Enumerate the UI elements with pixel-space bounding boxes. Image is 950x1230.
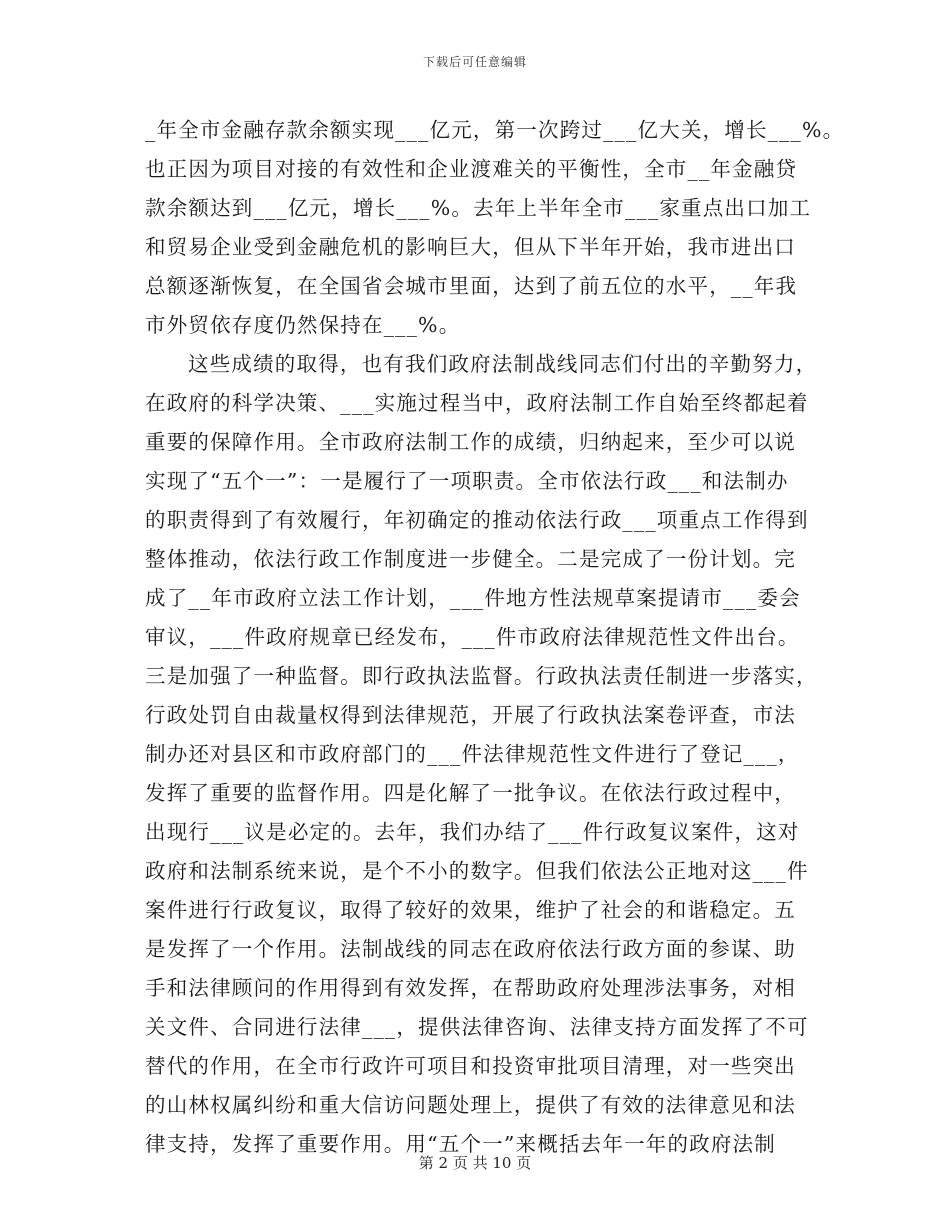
text-line: 的职责得到了有效履行，年初确定的推动依法行政___项重点工作得到: [145, 508, 809, 532]
text-line: 实现了“五个一”：一是履行了一项职责。全市依法行政___和法制办: [145, 469, 789, 493]
text-line: 市外贸依存度仍然保持在___%。: [145, 313, 461, 337]
text-line: 手和法律顾问的作用得到有效发挥，在帮助政府处理涉法事务，对相: [145, 976, 796, 1000]
text-line: 款余额达到___亿元，增长___%。去年上半年全市___家重点出口加工: [145, 196, 812, 220]
text-line: 出现行___议是必定的。去年，我们办结了___件行政复议案件，这对: [145, 820, 800, 844]
text-line: 三是加强了一种监督。即行政执法监督。行政执法责任制进一步落实，: [145, 664, 818, 688]
paragraph-start-line: 这些成绩的取得，也有我们政府法制战线同志们付出的辛勤努力，: [188, 352, 818, 376]
text-line: 关文件、合同进行法律___，提供法律咨询、法律支持方面发挥了不可: [145, 1015, 809, 1039]
text-line: 在政府的科学决策、___实施过程当中，政府法制工作自始至终都起着: [145, 391, 809, 415]
text-line: 的山林权属纠纷和重大信访问题处理上，提供了有效的法律意见和法: [145, 1093, 796, 1117]
text-line: 行政处罚自由裁量权得到法律规范，开展了行政执法案卷评查，市法: [145, 703, 796, 727]
page-header: 下载后可任意编辑: [422, 55, 527, 69]
page-footer: 第 2 页 共 10 页: [418, 1154, 532, 1172]
text-line: 案件进行行政复议，取得了较好的效果，维护了社会的和谐稳定。五: [145, 898, 796, 922]
text-line: 和贸易企业受到金融危机的影响巨大，但从下半年开始，我市进出口: [145, 235, 796, 259]
text-line: 律支持，发挥了重要作用。用“五个一”来概括去年一年的政府法制: [145, 1132, 776, 1156]
text-line: _年全市金融存款余额实现___亿元，第一次跨过___亿大关，增长___%。: [145, 118, 845, 142]
text-line: 发挥了重要的监督作用。四是化解了一批争议。在依法行政过程中，: [145, 781, 796, 805]
text-line: 重要的保障作用。全市政府法制工作的成绩，归纳起来，至少可以说: [145, 430, 796, 454]
text-line: 总额逐渐恢复，在全国省会城市里面，达到了前五位的水平，__年我: [145, 274, 798, 298]
text-line: 审议，___件政府规章已经发布，___件市政府法律规范性文件出台。: [145, 625, 800, 649]
text-line: 是发挥了一个作用。法制战线的同志在政府依法行政方面的参谋、助: [145, 937, 796, 961]
text-line: 制办还对县区和市政府部门的___件法律规范性文件进行了登记___，: [145, 742, 800, 766]
body-text: [145, 111, 845, 1164]
text-line: 也正因为项目对接的有效性和企业渡难关的平衡性，全市__年金融贷: [145, 157, 798, 181]
text-line: 成了__年市政府立法工作计划，___件地方性法规草案提请市___委会: [145, 586, 801, 610]
text-line: 政府和法制系统来说，是个不小的数字。但我们依法公正地对这___件: [145, 859, 809, 883]
text-line: 整体推动，依法行政工作制度进一步健全。二是完成了一份计划。完: [145, 547, 796, 571]
text-line: 替代的作用，在全市行政许可项目和投资审批项目清理，对一些突出: [145, 1054, 796, 1078]
